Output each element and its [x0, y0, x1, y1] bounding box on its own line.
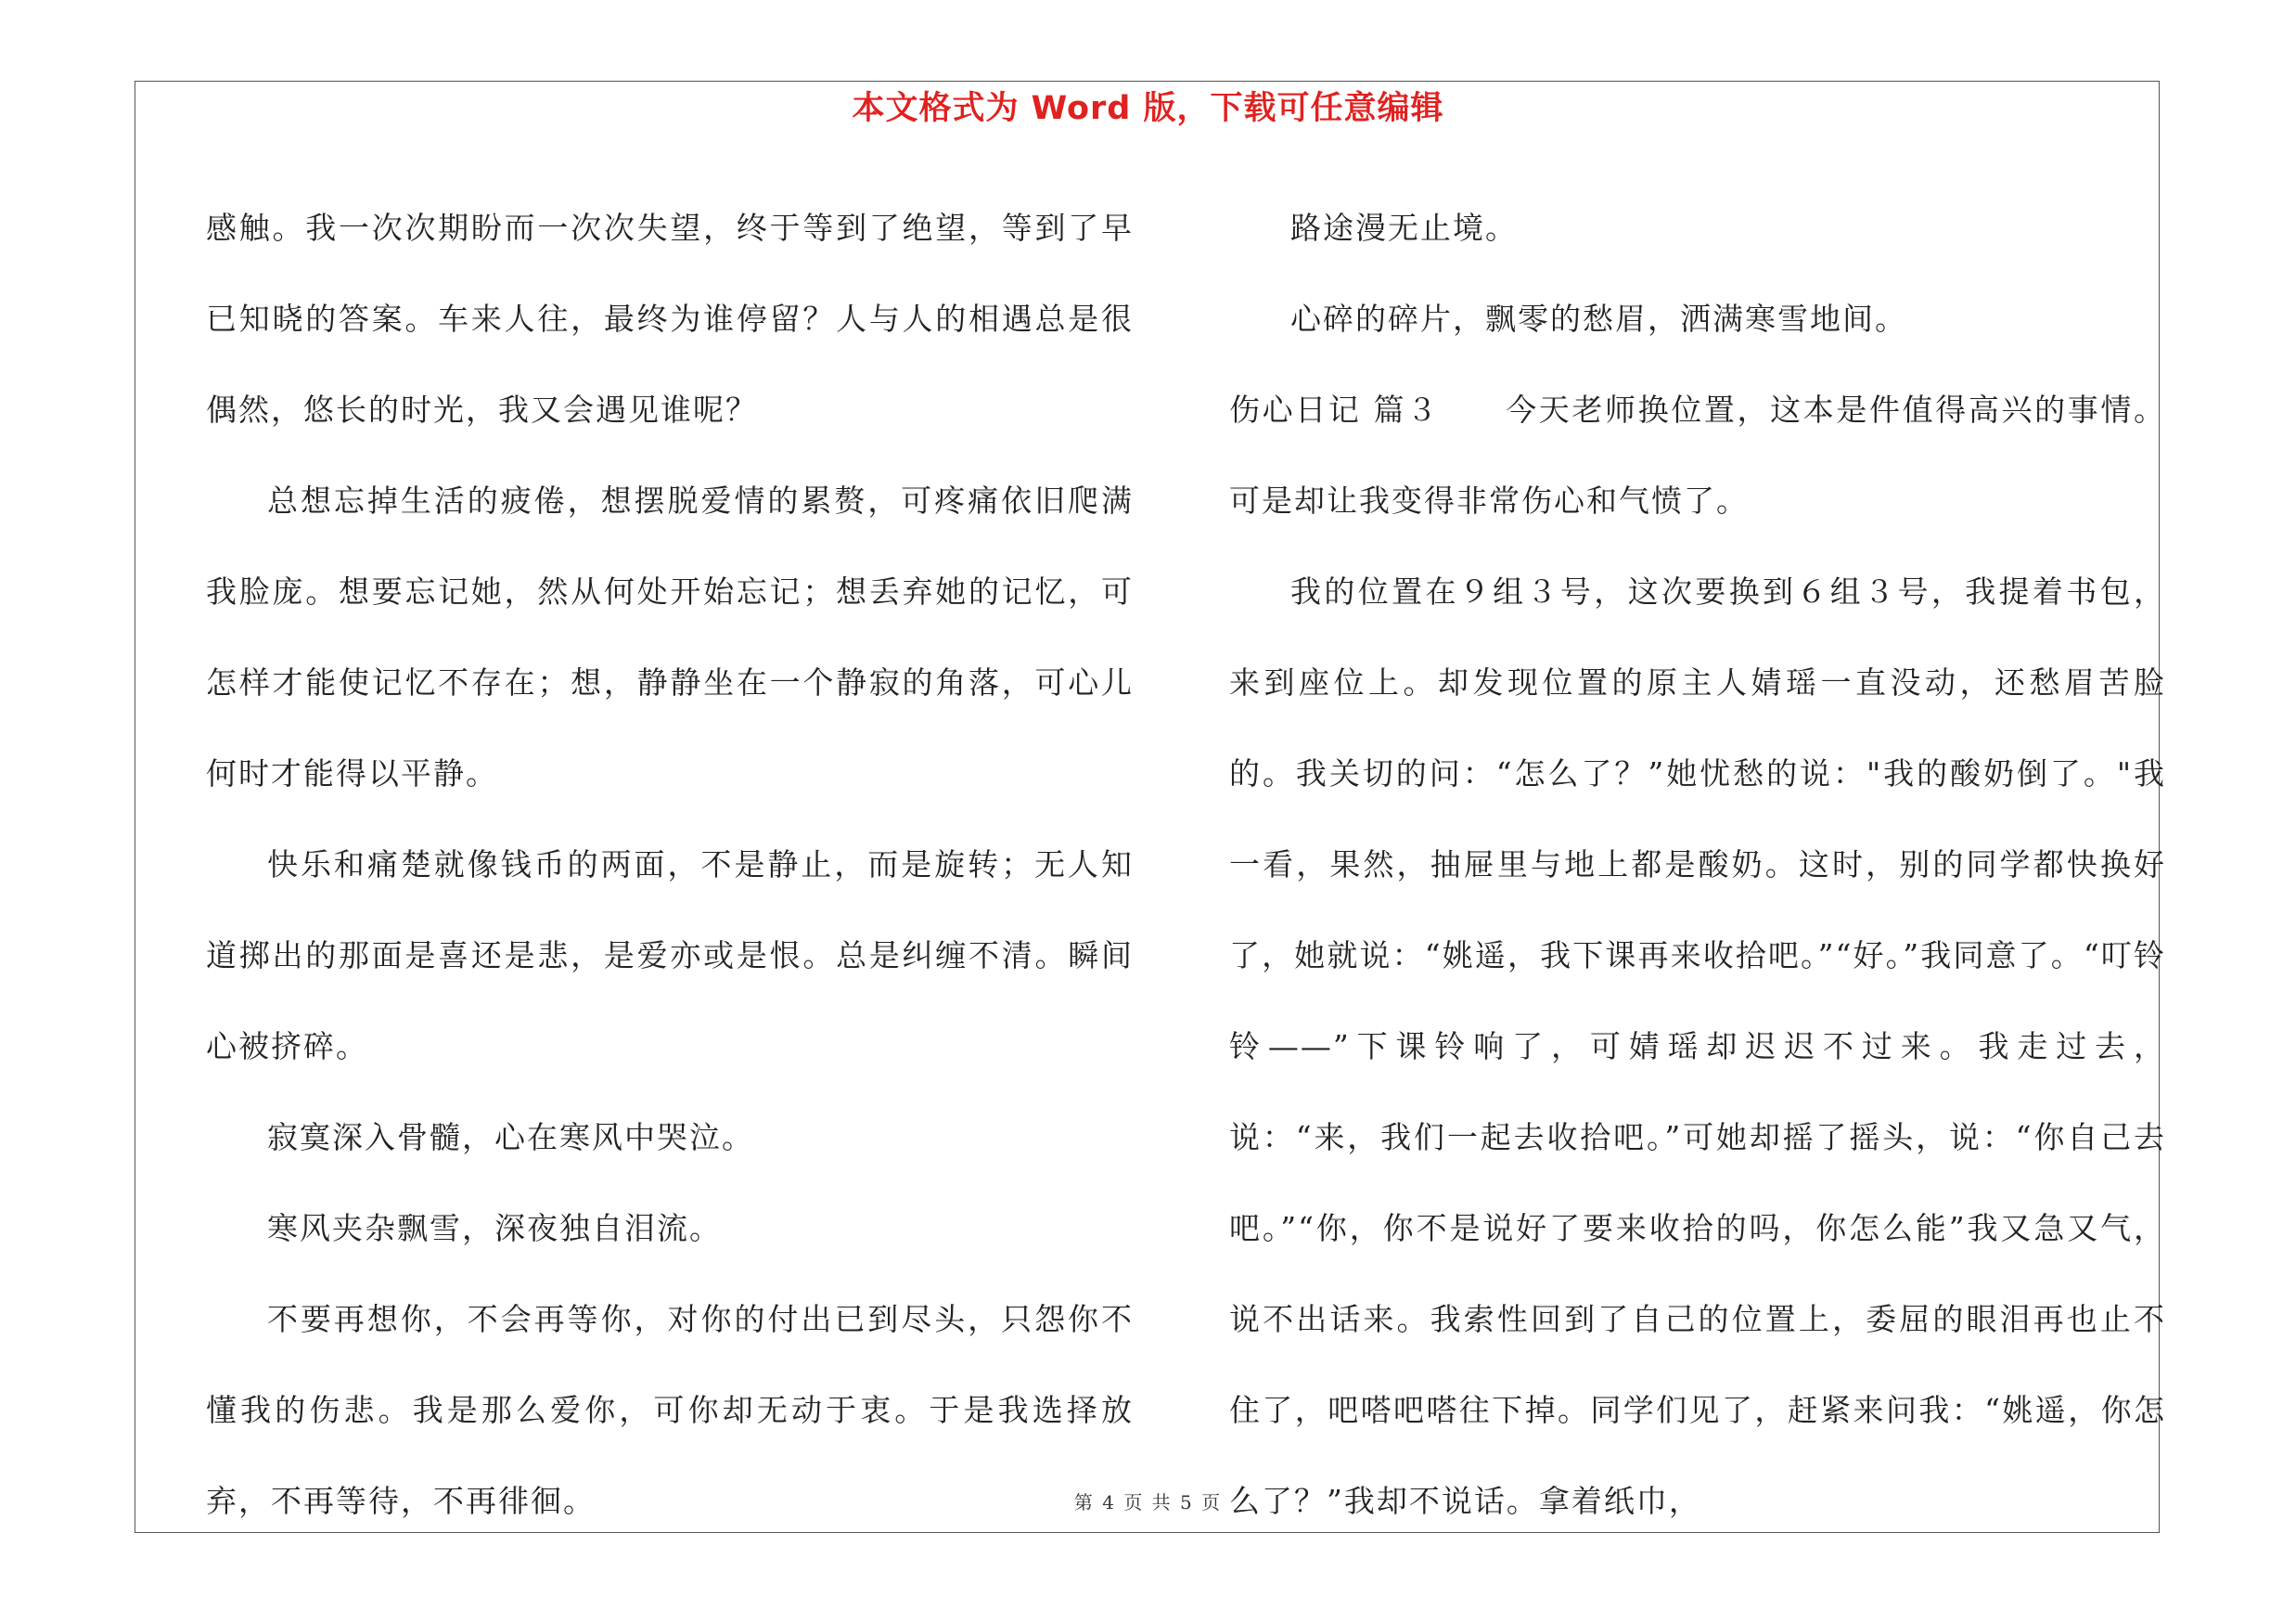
- left-column: [206, 183, 1134, 1547]
- paragraph: 快乐和痛楚就像钱币的两面，不是静止，而是旋转；无人知道掷出的那面是喜还是悲，是爱亦或是恨。总是纠缠不清。瞬间心被挤碎。: [206, 846, 1134, 1064]
- paragraph: 路途漫无止境。: [1290, 210, 1518, 246]
- paragraph: 心碎的碎片，飘零的愁眉，洒满寒雪地间。: [1290, 301, 1907, 337]
- word-format-banner: 本文格式为 Word 版，下载可任意编辑: [852, 90, 1444, 127]
- paragraph: 寂寞深入骨髓，心在寒风中哭泣。: [267, 1119, 754, 1155]
- page-number: 第 4 页 共 5 页: [1073, 1491, 1223, 1514]
- paragraph: 寒风夹杂飘雪，深夜独自泪流。: [267, 1210, 722, 1246]
- paragraph: 不要再想你，不会再等你，对你的付出已到尽头，只怨你不懂我的伤悲。我是那么爱你，可你却无动于衷。于是我选择放弃，不再等待，不再徘徊。: [206, 1301, 1134, 1519]
- paragraph: 感触。我一次次期盼而一次次失望，终于等到了绝望，等到了早已知晓的答案。车来人往，最终为谁停留？人与人的相遇总是很偶然，悠长的时光，我又会遇见谁呢？: [206, 210, 1134, 428]
- diary-heading-paragraph: 伤心日记 篇３ 今天老师换位置，这本是件值得高兴的事情。可是却让我变得非常伤心和气愤了。: [1229, 392, 2166, 519]
- right-column: [1229, 183, 2166, 1547]
- paragraph: 总想忘掉生活的疲倦，想摆脱爱情的累赘，可疼痛依旧爬满我脸庞。想要忘记她，然从何处开始忘记；想丢弃她的记忆，可怎样才能使记忆不存在；想，静静坐在一个静寂的角落，可心儿何时才能得以平静。: [206, 483, 1134, 792]
- paragraph: 我的位置在９组３号，这次要换到６组３号，我提着书包，来到座位上。却发现位置的原主人婧瑶一直没动，还愁眉苦脸的。我关切的问：“怎么了？”她忧愁的说："我的酸奶倒了。"我一看，果然，抽屉里与地上都是酸奶。这时，别的同学都快换好了，她就说：“姚遥，我下课再来收拾吧。”“好。”我同意了。“叮铃铃——”下课铃响了，可婧瑶却迟迟不过来。我走过去，说：“来，我们一起去收拾吧。”可她却摇了摇头，说：“你自己去吧。”“你，你不是说好了要来收拾的吗，你怎么能”我又急又气，说不出话来。我索性回到了自己的位置上，委屈的眼泪再也止不住了，吧嗒吧嗒往下掉。同学们见了，赶紧来问我：“姚遥，你怎么了？”我却不说话。拿着纸巾，: [1229, 573, 2166, 1519]
